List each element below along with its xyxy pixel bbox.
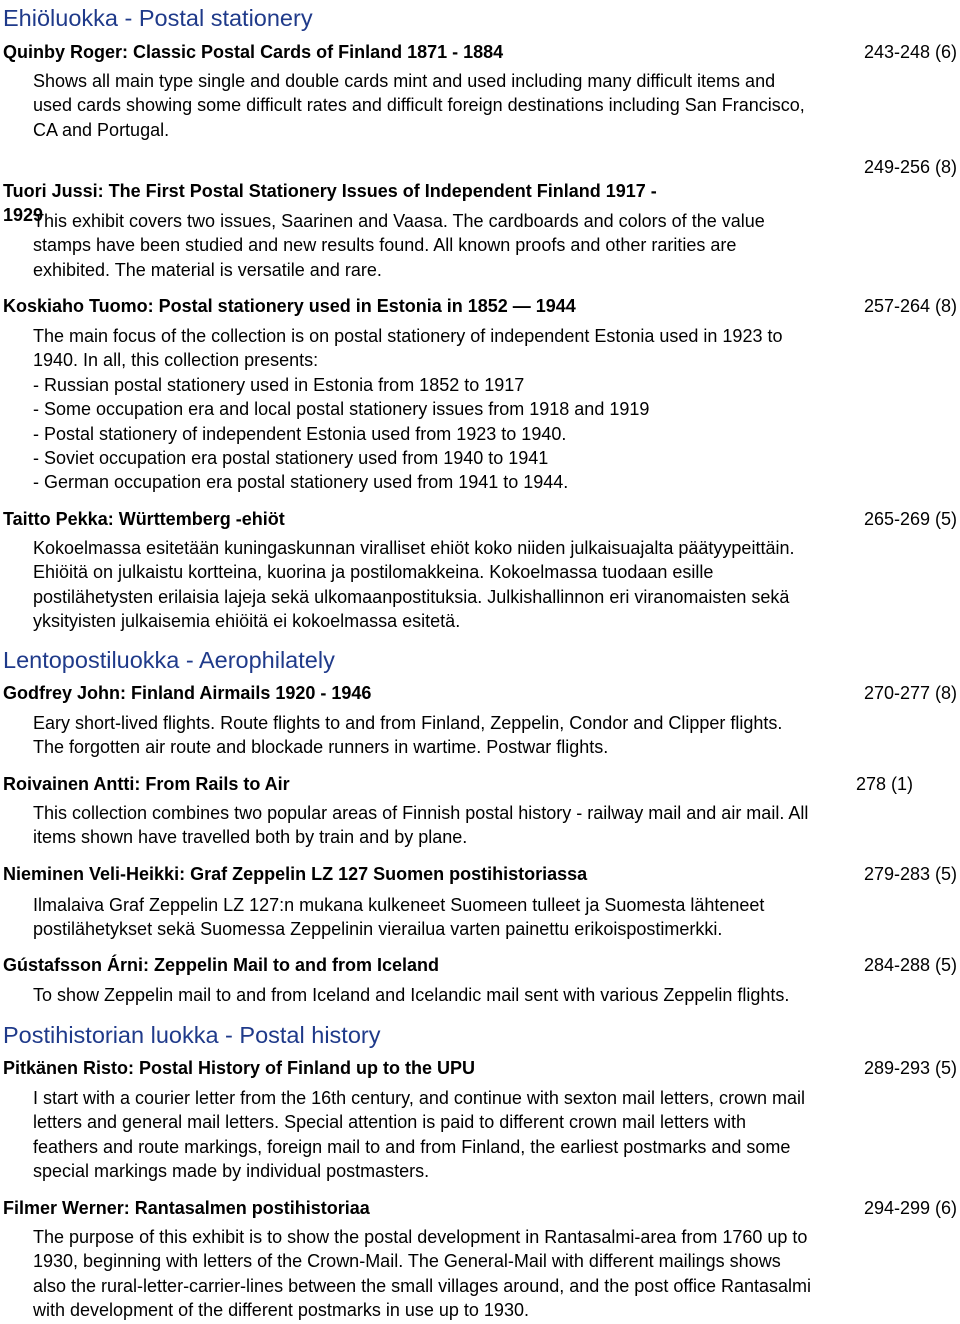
entry-title: Taitto Pekka: Württemberg -ehiöt <box>3 509 285 529</box>
entry-frame-numbers: 284-288 (5) <box>863 955 957 975</box>
entry-frame-numbers: 249-256 (8) <box>863 157 957 177</box>
entry-heading <box>3 681 957 705</box>
entry-frame-numbers: 279-283 (5) <box>863 864 957 884</box>
entry-title: Quinby Roger: Classic Postal Cards of Finland 1871 - 1884 <box>3 42 504 62</box>
entry-frame-numbers: 278 (1) <box>855 774 913 794</box>
entry-frame-numbers: 270-277 (8) <box>863 683 957 703</box>
entry-description: This exhibit covers two issues, Saarinen and Vaasa. The cardboards and colors of the value stamps have been studied and new results found. All known proofs and other rarities are exhibited. The material is versatile and rare. <box>33 211 765 280</box>
entry-description: Kokoelmassa esitetään kuningaskunnan viralliset ehiöt koko niiden julkaisuajalta päätyypeittäin. Ehiöitä on julkaistu kortteina, kuorina ja postilomakkeina. Kokoelmassa tuodaan esille postilähetysten erilaisia lajeja sekä ulkomaanpostituksia. Julkishallinnon eri viranomaisten sekä yksityisten julkaisemia ehiöitä ei kokoelmassa esitetä. <box>33 538 795 632</box>
entry-title: Gústafsson Árni: Zeppelin Mail to and from Iceland <box>3 955 440 975</box>
entry-title: Nieminen Veli-Heikki: Graf Zeppelin LZ 127 Suomen postihistoriassa <box>3 864 588 884</box>
entry-heading <box>3 1196 957 1220</box>
entry-heading <box>3 772 957 796</box>
entry-heading <box>3 507 957 531</box>
entry-heading <box>3 953 957 977</box>
entry-description: Eary short-lived flights. Route flights to and from Finland, Zeppelin, Condor and Clipper flights. The forgotten air route and blockade runners in wartime. Postwar flights. <box>33 713 783 758</box>
entry-title: Koskiaho Tuomo: Postal stationery used in Estonia in 1852 — 1944 <box>3 296 576 316</box>
entry-description: The purpose of this exhibit is to show the postal development in Rantasalmi-area from 1760 up to 1930, beginning with letters of the Crown-Mail. The General-Mail with different mailings shows also the rural-letter-carrier-lines between the small villages around, and the post office Rantasalmi with development of the different postmarks in use up to 1930. <box>33 1227 812 1321</box>
entry-heading <box>3 294 957 318</box>
entry-title: Godfrey John: Finland Airmails 1920 - 1946 <box>3 683 372 703</box>
entry-title: Tuori Jussi: The First Postal Stationery Issues of Independent Finland 1917 - 1929 <box>3 181 657 225</box>
entry-frame-numbers: 243-248 (6) <box>863 42 957 62</box>
section-title-aerophilately: Lentopostiluokka - Aerophilately <box>3 647 335 673</box>
entry-frame-numbers: 294-299 (6) <box>863 1198 957 1218</box>
entry-heading <box>3 1056 957 1080</box>
entry-heading <box>3 862 957 886</box>
entry-title: Filmer Werner: Rantasalmen postihistoriaa <box>3 1198 370 1218</box>
entry-title: Roivainen Antti: From Rails to Air <box>3 774 290 794</box>
entry-frame-numbers: 265-269 (5) <box>863 509 957 529</box>
entry-description: I start with a courier letter from the 16th century, and continue with sexton mail letters, crown mail letters and general mail letters. Special attention is paid to different crown mail letters with feathers and route markings, foreign mail to and from Finland, the earliest postmarks and some special markings made by individual postmasters. <box>33 1088 805 1182</box>
entry-description: The main focus of the collection is on postal stationery of independent Estonia used in 1923 to 1940. In all, this collection presents: - Russian postal stationery used in Estonia from 1852 to 1917 - Some occupation era and local postal stationery issues from 1918 and 1919 - Postal stationery of independent Estonia used from 1923 to 1940. - Soviet occupation era postal stationery used from 1940 to 1941 - German occupation era postal stationery used from 1941 to 1944. <box>33 326 783 493</box>
entry-description: To show Zeppelin mail to and from Iceland and Icelandic mail sent with various Zeppelin flights. <box>33 985 790 1005</box>
entry-frame-numbers: 257-264 (8) <box>863 296 957 316</box>
entry-description: Ilmalaiva Graf Zeppelin LZ 127:n mukana kulkeneet Suomeen tulleet ja Suomesta lähteneet postilähetykset sekä Suomessa Zeppelinin vierailua varten painettu erikoispostimerkki. <box>33 895 765 940</box>
entry-title: Pitkänen Risto: Postal History of Finland up to the UPU <box>3 1058 476 1078</box>
section-title-postal-history: Postihistorian luokka - Postal history <box>3 1022 381 1048</box>
entry-description: Shows all main type single and double cards mint and used including many difficult items and used cards showing some difficult rates and difficult foreign destinations including San Francisco, CA and Portugal. <box>33 71 805 140</box>
entry-heading <box>3 40 957 64</box>
entry-frame-numbers: 289-293 (5) <box>863 1058 957 1078</box>
section-title-postal-stationery: Ehiöluokka - Postal stationery <box>3 5 313 31</box>
entry-description: This collection combines two popular areas of Finnish postal history - railway mail and air mail. All items shown have travelled both by train and by plane. <box>33 803 809 848</box>
